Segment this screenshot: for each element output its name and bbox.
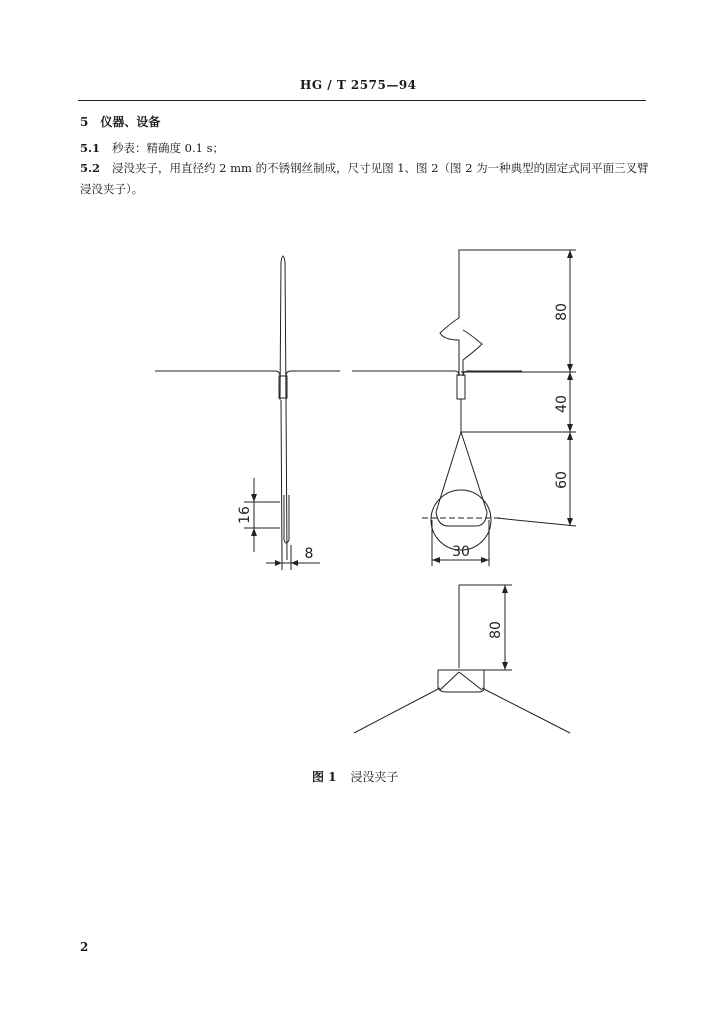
clause-text: 秒表：精确度 0.1 s； [112,141,225,155]
bottom-arm-left [354,688,440,733]
dim-80-label: 80 [554,303,570,321]
front-sleeve [457,375,465,399]
bottom-arm-right [482,688,570,733]
figure-caption [312,768,399,785]
dim-60-label: 60 [554,471,570,489]
section-number: 5 [80,115,89,129]
dim-40-label: 40 [554,395,570,413]
front-ext-line [496,518,576,526]
front-tip-circle [431,490,491,550]
side-bend [275,371,280,376]
side-clip-upper [280,256,286,400]
section-title: 仪器、设备 [100,115,161,129]
dim-30-label: 30 [452,544,470,560]
dim-8-label: 8 [304,546,314,562]
side-bend [286,371,291,376]
bottom-arm [459,672,482,690]
dim-bottom-80-label: 80 [488,621,504,639]
side-clip-lower-right [286,400,287,560]
standard-code-header: HG / T 2575—94 [300,78,417,92]
figure-number: 图 1 [312,770,337,784]
bottom-arm [440,672,459,690]
clause-text: 浸没夹子，用直径约 2 mm 的不锈钢丝制成，尺寸见图 1、图 2（图 2 为一种典型的固定式同平面三叉臂浸没夹子）。 [80,161,649,196]
clause-number: 5.2 [80,161,101,175]
side-clip-lower-left [281,400,282,560]
dim-16-label: 16 [237,506,253,524]
front-kink [463,330,482,376]
page-number: 2 [80,940,89,954]
clause-number: 5.1 [80,141,101,155]
front-clip-triangle [436,432,487,526]
figure-title: 浸没夹子 [350,770,399,784]
